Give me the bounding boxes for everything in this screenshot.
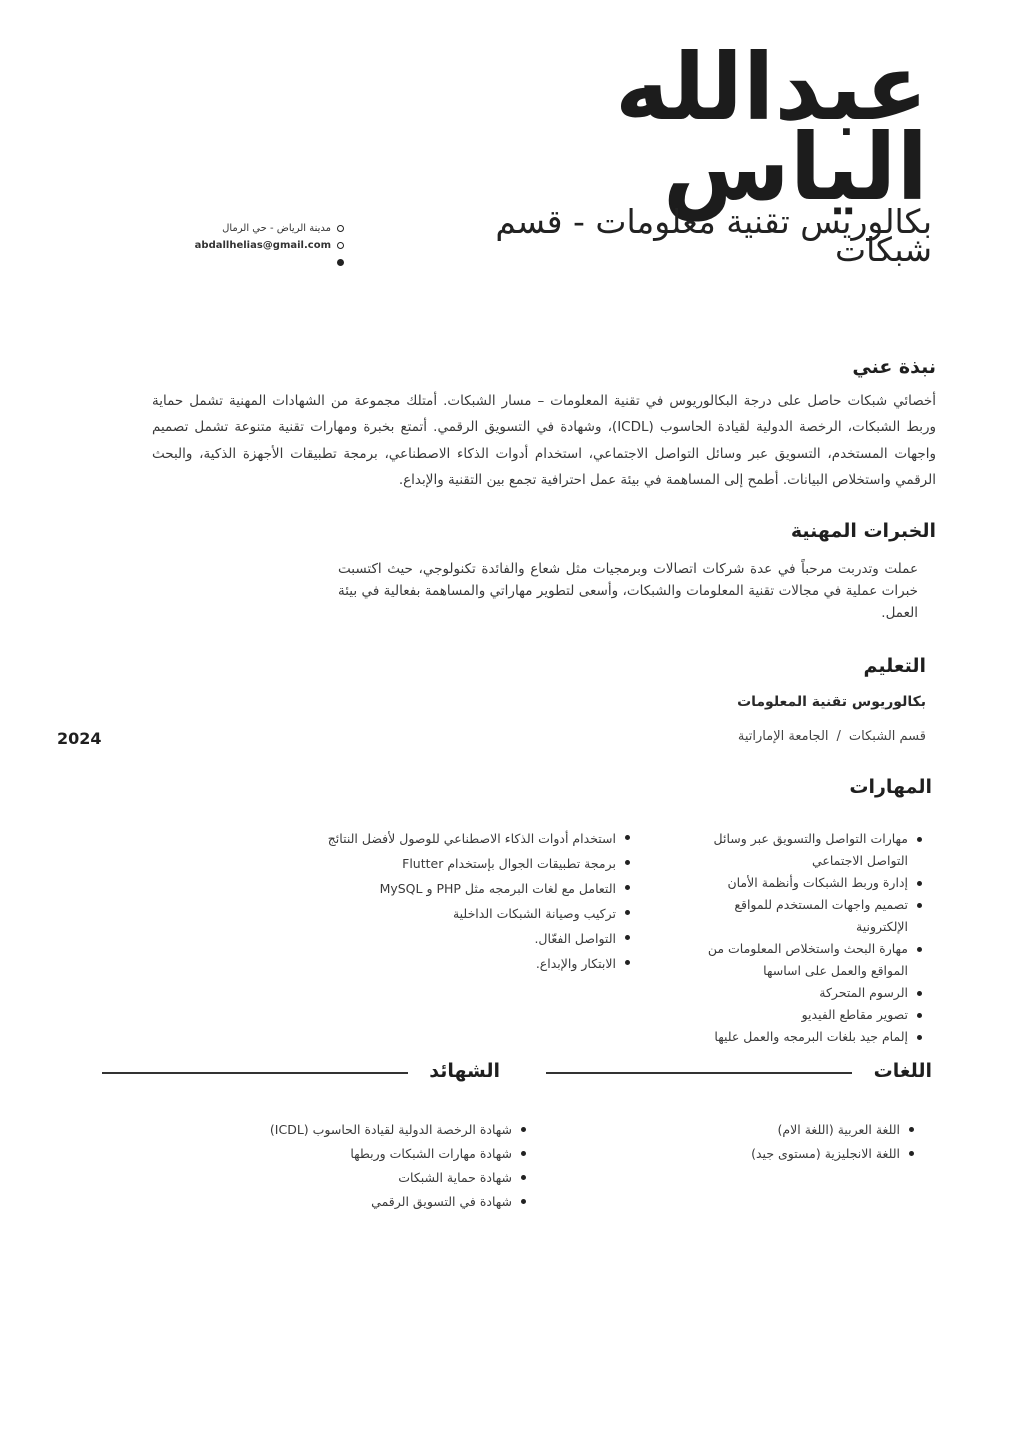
skill-item: تصميم واجهات المستخدم للمواقع الإلكترونية: [694, 894, 924, 938]
skills-list-left: [232, 826, 632, 976]
skill-item: إلمام جيد بلغات البرمجه والعمل عليها: [694, 1026, 924, 1048]
contact-info: [184, 220, 344, 271]
education-details: [734, 729, 930, 744]
languages-list: [696, 1118, 916, 1166]
contact-email[interactable]: abdallhelias@gmail.com: [194, 240, 331, 251]
skill-item: استخدام أدوات الذكاء الاصطناعي للوصول لأفضل النتائج: [232, 826, 632, 851]
education-degree: بكالوريوس تقنية المعلومات: [737, 694, 926, 710]
about-text: أخصائي شبكات حاصل على درجة البكالوريوس في تقنية المعلومات – مسار الشبكات. أمتلك مجموعة من الشهادات المهنية تشمل حماية وربط الشبكات، الرخصة الدولية لقيادة الحاسوب (ICDL)، وشهادة في التسويق الرقمي. أتمتع بخبرة ومهارات تقنية متنوعة تشمل تصميم واجهات المستخدم، التسويق عبر وسائل التواصل الاجتماعي، استخدام أدوات الذكاء الاصطناعي، برمجة تطبيقات الأجهزة الذكية، والبحث الرقمي واستخلاص البيانات. أطمح إلى المساهمة في بيئة عمل احترافية تجمع بين التقنية والإبداع.: [152, 393, 936, 488]
skill-item: برمجة تطبيقات الجوال بإستخدام Flutter: [232, 851, 632, 876]
skill-item: التواصل الفعّال.: [232, 926, 632, 951]
education-heading: التعليم: [863, 655, 926, 677]
contact-email-row[interactable]: [184, 237, 344, 254]
skill-item: إدارة وربط الشبكات وأنظمة الأمان: [694, 872, 924, 894]
skills-heading: المهارات: [849, 776, 932, 798]
certificates-divider: [102, 1072, 408, 1074]
certificates-list: [198, 1118, 528, 1214]
certificate-item: شهادة مهارات الشبكات وربطها: [198, 1142, 528, 1166]
languages-heading: اللغات: [873, 1060, 932, 1082]
certificate-item: شهادة حماية الشبكات: [198, 1166, 528, 1190]
name-line-2: الياس: [662, 114, 928, 221]
candidate-name: [508, 34, 928, 221]
skill-item: مهارات التواصل والتسويق عبر وسائل التواصل الاجتماعي: [694, 828, 924, 872]
languages-divider: [546, 1072, 852, 1074]
skill-item: الابتكار والإبداع.: [232, 951, 632, 976]
location-icon: [337, 225, 344, 232]
education-year: 2024: [57, 729, 102, 748]
experience-heading: الخبرات المهنية: [790, 520, 936, 542]
email-icon: [337, 242, 344, 249]
skill-item: التعامل مع لغات البرمجه مثل PHP و MySQL: [232, 876, 632, 901]
certificate-item: شهادة في التسويق الرقمي: [198, 1190, 528, 1214]
certificate-item: شهادة الرخصة الدولية لقيادة الحاسوب (ICDL): [198, 1118, 528, 1142]
candidate-degree: بكالوريس تقنية معلومات - قسم شبكات: [495, 202, 932, 269]
about-heading: نبذة عني: [852, 356, 936, 378]
experience-text: عملت وتدربت مرحباً في عدة شركات اتصالات وبرمجيات مثل شعاع والفائدة تكنولوجي، حيث اكتسبت خبرات عملية في مجالات تقنية المعلومات والشبكات، وأسعى لتطوير مهاراتي والمساهمة بفعالية في بيئة العمل.: [338, 561, 918, 621]
education-separator: /: [836, 729, 841, 744]
language-item: اللغة الانجليزية (مستوى جيد): [696, 1142, 916, 1166]
education-university: الجامعة الإماراتية: [737, 729, 829, 744]
skill-item: مهارة البحث واستخلاص المعلومات من المواقع والعمل على اساسها: [694, 938, 924, 982]
phone-icon: [337, 259, 344, 266]
language-item: اللغة العربية (اللغة الام): [696, 1118, 916, 1142]
contact-phone-row: [184, 254, 344, 271]
certificates-heading: الشهائد: [429, 1060, 500, 1082]
skills-list-right: [694, 828, 924, 1048]
name-line-1: عبدالله: [615, 34, 928, 141]
skill-item: تركيب وصيانة الشبكات الداخلية: [232, 901, 632, 926]
education-department: قسم الشبكات: [848, 729, 926, 744]
contact-address: مدينة الرياض - حي الرمال: [222, 223, 331, 234]
skill-item: الرسوم المتحركة: [694, 982, 924, 1004]
contact-address-row: [184, 220, 344, 237]
skill-item: تصوير مقاطع الفيديو: [694, 1004, 924, 1026]
